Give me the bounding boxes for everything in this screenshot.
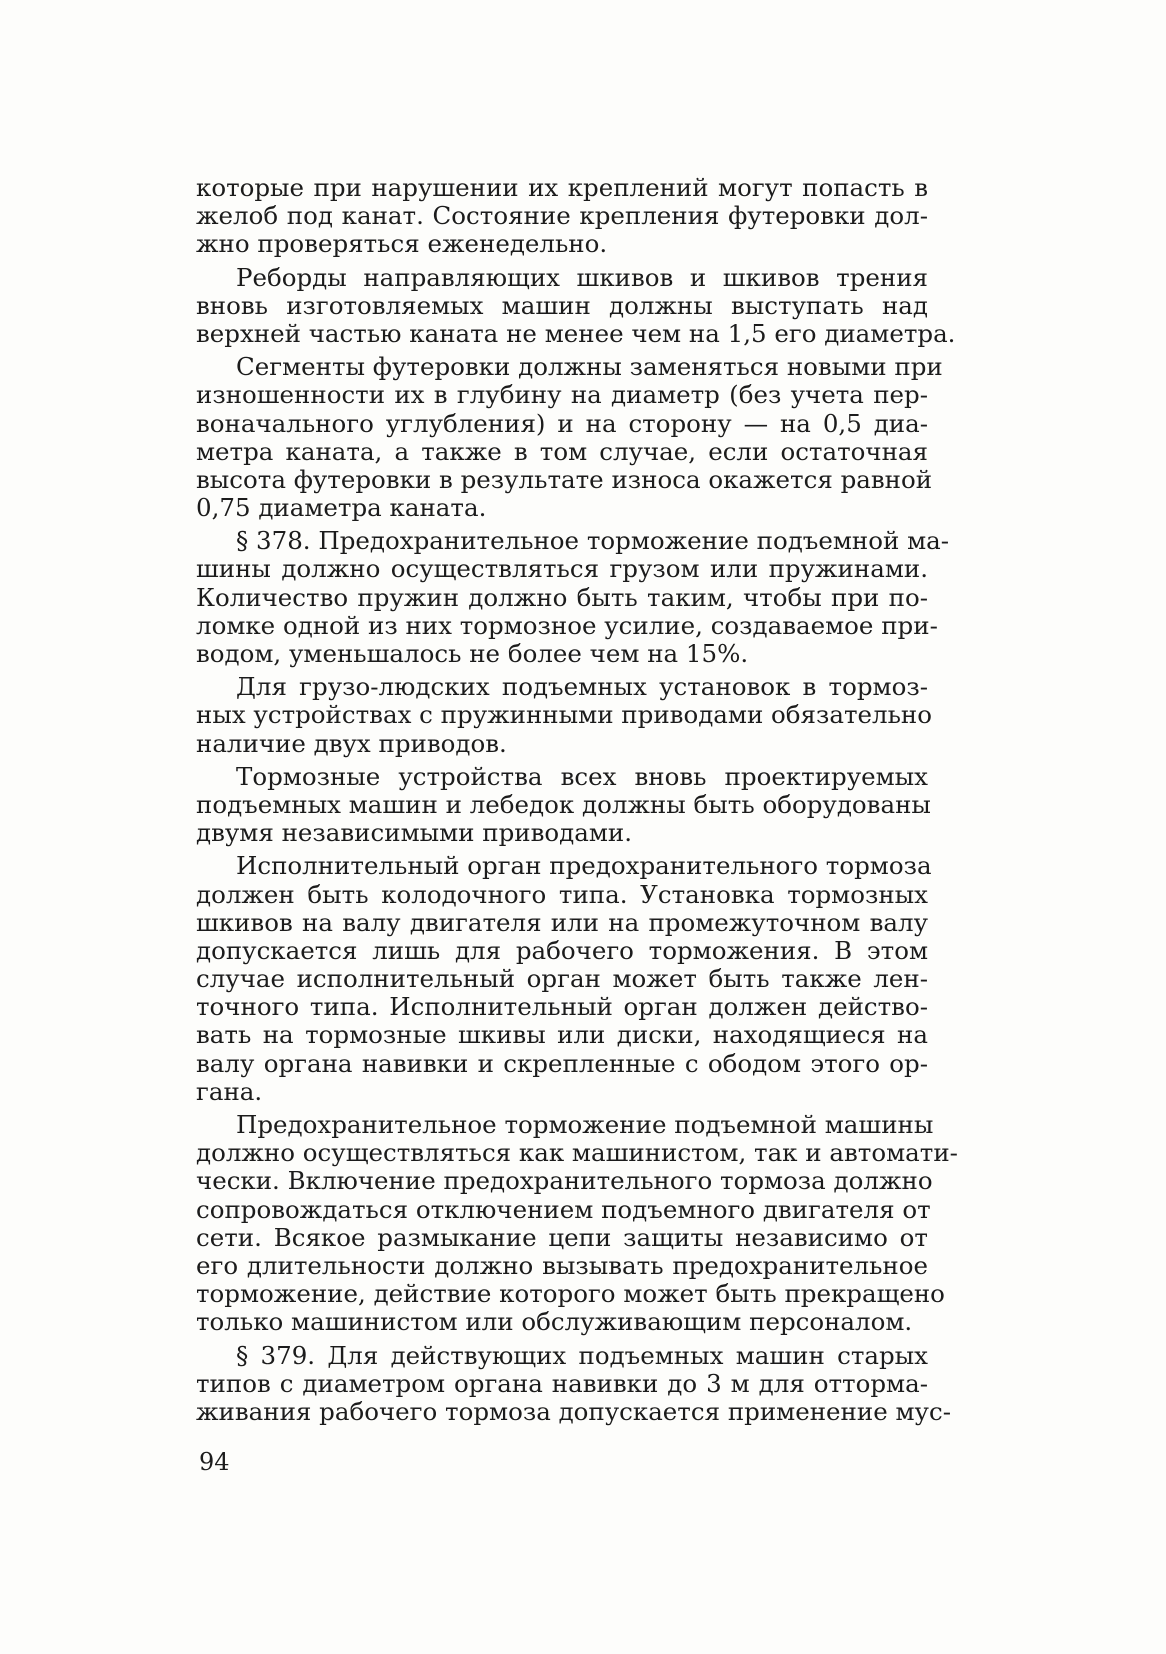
text-line: изношенности их в глубину на диаметр (без учета пер- xyxy=(196,380,928,410)
text-line: Сегменты футеровки должны заменяться новыми при xyxy=(236,352,943,382)
text-line: живания рабочего тормоза допускается применение мус- xyxy=(196,1396,951,1426)
text-line: которые при нарушении их креплений могут попасть в xyxy=(196,173,928,202)
text-line: вать на тормозные шкивы или диски, находящиеся на xyxy=(196,1020,928,1050)
paragraph-3 xyxy=(196,352,943,523)
text-line: точного типа. Исполнительный орган должен действо- xyxy=(196,992,928,1022)
paragraph-6 xyxy=(196,761,931,848)
text-line: Исполнительный орган предохранительного тормоза xyxy=(236,851,932,881)
text-line: должен быть колодочного типа. Установка тормозных xyxy=(196,879,928,909)
text-line: Тормозные устройства всех вновь проектируемых xyxy=(236,761,928,791)
paragraph-5 xyxy=(196,672,933,758)
text-line: торможение, действие которого может быть прекращено xyxy=(196,1279,945,1309)
text-line: типов с диаметром органа навивки до 3 м для отторма- xyxy=(196,1368,928,1398)
paragraph-8 xyxy=(196,1110,958,1337)
text-line: Предохранительное торможение подъемной машины xyxy=(236,1110,934,1139)
paragraph-1 xyxy=(196,174,928,259)
paragraph-9 xyxy=(196,1340,951,1427)
text-line: водом, уменьшалось не более чем на 15%. xyxy=(196,639,749,668)
text-line: Для грузо-людских подъемных установок в тормоз- xyxy=(236,672,928,702)
text-line: воначального углубления) и на сторону — на 0,5 диа- xyxy=(196,408,928,438)
text-line: допускается лишь для рабочего торможения. В этом xyxy=(196,935,928,965)
paragraph-2 xyxy=(196,262,956,349)
text-line: его длительности должно вызывать предохранительное xyxy=(196,1250,928,1280)
body-text xyxy=(196,173,958,1426)
text-line: верхней частью каната не менее чем на 1,5 его диаметра. xyxy=(196,318,956,348)
text-line: § 379. Для действующих подъемных машин старых xyxy=(236,1340,928,1370)
text-line: § 378. Предохранительное торможение подъемной ма- xyxy=(236,526,950,556)
text-line: вновь изготовляемых машин должны выступать над xyxy=(196,290,928,320)
text-line: чески. Включение предохранительного тормоза должно xyxy=(196,1166,933,1196)
text-line: валу органа навивки и скрепленные с ободом этого ор- xyxy=(196,1048,928,1078)
paragraph-4 xyxy=(196,526,950,668)
text-line: ных устройствах с пружинными приводами обязательно xyxy=(196,700,933,730)
text-line: ломке одной из них тормозное усилие, создаваемое при- xyxy=(196,610,938,640)
text-line: шины должно осуществляться грузом или пружинами. xyxy=(196,554,928,584)
paragraph-7 xyxy=(196,851,932,1106)
text-line: шкивов на валу двигателя или на промежуточном валу xyxy=(196,907,928,937)
text-line: 0,75 диаметра каната. xyxy=(196,493,487,523)
text-line: жно проверяться еженедельно. xyxy=(196,229,608,259)
text-line: сети. Всякое размыкание цепи защиты независимо от xyxy=(196,1222,928,1252)
text-line: подъемных машин и лебедок должны быть оборудованы xyxy=(196,789,931,819)
text-line: наличие двух приводов. xyxy=(196,728,507,758)
text-line: желоб под канат. Состояние крепления футеровки дол- xyxy=(196,201,928,231)
text-line: метра каната, а также в том случае, если остаточная xyxy=(196,436,928,466)
text-line: высота футеровки в результате износа окажется равной xyxy=(196,464,933,494)
page-number: 94 xyxy=(199,1448,230,1476)
text-line: Реборды направляющих шкивов и шкивов трения xyxy=(236,262,928,292)
text-line: двумя независимыми приводами. xyxy=(196,818,633,848)
text-line: сопровождаться отключением подъемного двигателя от xyxy=(196,1194,931,1224)
text-line: Количество пружин должно быть таким, чтобы при по- xyxy=(196,582,928,612)
text-line: только машинистом или обслуживающим персоналом. xyxy=(196,1307,913,1337)
text-line: случае исполнительный орган может быть также лен- xyxy=(196,964,928,994)
text-line: должно осуществляться как машинистом, так и автомати- xyxy=(196,1138,958,1168)
text-line: гана. xyxy=(196,1076,263,1106)
